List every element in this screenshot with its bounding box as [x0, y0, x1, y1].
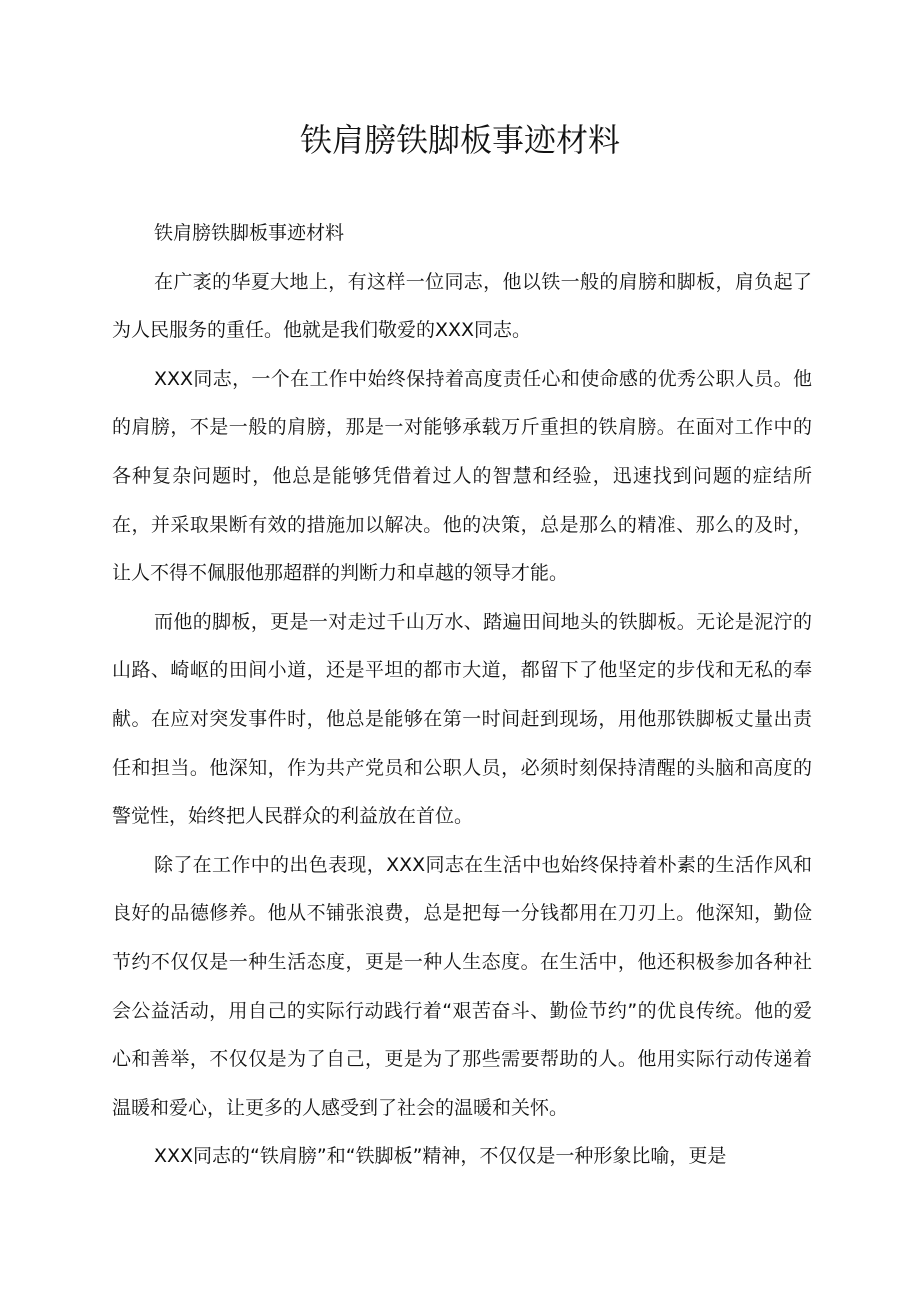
document-body — [112, 209, 812, 1181]
paragraph: 铁肩膀铁脚板事迹材料 — [154, 222, 345, 244]
paragraph: 在广袤的华夏大地上，有这样一位同志，他以铁一般的肩膀和脚板，肩负起了为人民服务的重任。他就是我们敬爱的XXX同志。 — [112, 270, 812, 342]
paragraph: 而他的脚板，更是一对走过千山万水、踏遍田间地头的铁脚板。无论是泥泞的山路、崎岖的田间小道，还是平坦的都市大道，都留下了他坚定的步伐和无私的奉献。在应对突发事件时，他总是能够在第一时间赶到现场，用他那铁脚板丈量出责任和担当。他深知，作为共产党员和公职人员，必须时刻保持清醒的头脑和高度的警觉性，始终把人民群众的利益放在首位。 — [112, 610, 812, 828]
paragraph: XXX同志的“铁肩膀”和“铁脚板”精神，不仅仅是一种形象比喻，更是 — [154, 1145, 727, 1168]
paragraph: XXX同志，一个在工作中始终保持着高度责任心和使命感的优秀公职人员。他的肩膀，不是一般的肩膀，那是一对能够承载万斤重担的铁肩膀。在面对工作中的各种复杂问题时，他总是能够凭借着过人的智慧和经验，迅速找到问题的症结所在，并采取果断有效的措施加以解决。他的决策，总是那么的精准、那么的及时，让人不得不佩服他那超群的判断力和卓越的领导才能。 — [112, 367, 812, 585]
paragraph: 除了在工作中的出色表现，XXX同志在生活中也始终保持着朴素的生活作风和良好的品德修养。他从不铺张浪费，总是把每一分钱都用在刀刃上。他深知，勤俭节约不仅仅是一种生活态度，更是一种人生态度。在生活中，他还积极参加各种社会公益活动，用自己的实际行动践行着“艰苦奋斗、勤俭节约”的优良传统。他的爱心和善举，不仅仅是为了自己，更是为了那些需要帮助的人。他用实际行动传递着温暖和爱心，让更多的人感受到了社会的温暖和关怀。 — [112, 853, 812, 1119]
document-title: 铁肩膀铁脚板事迹材料 — [299, 121, 620, 159]
